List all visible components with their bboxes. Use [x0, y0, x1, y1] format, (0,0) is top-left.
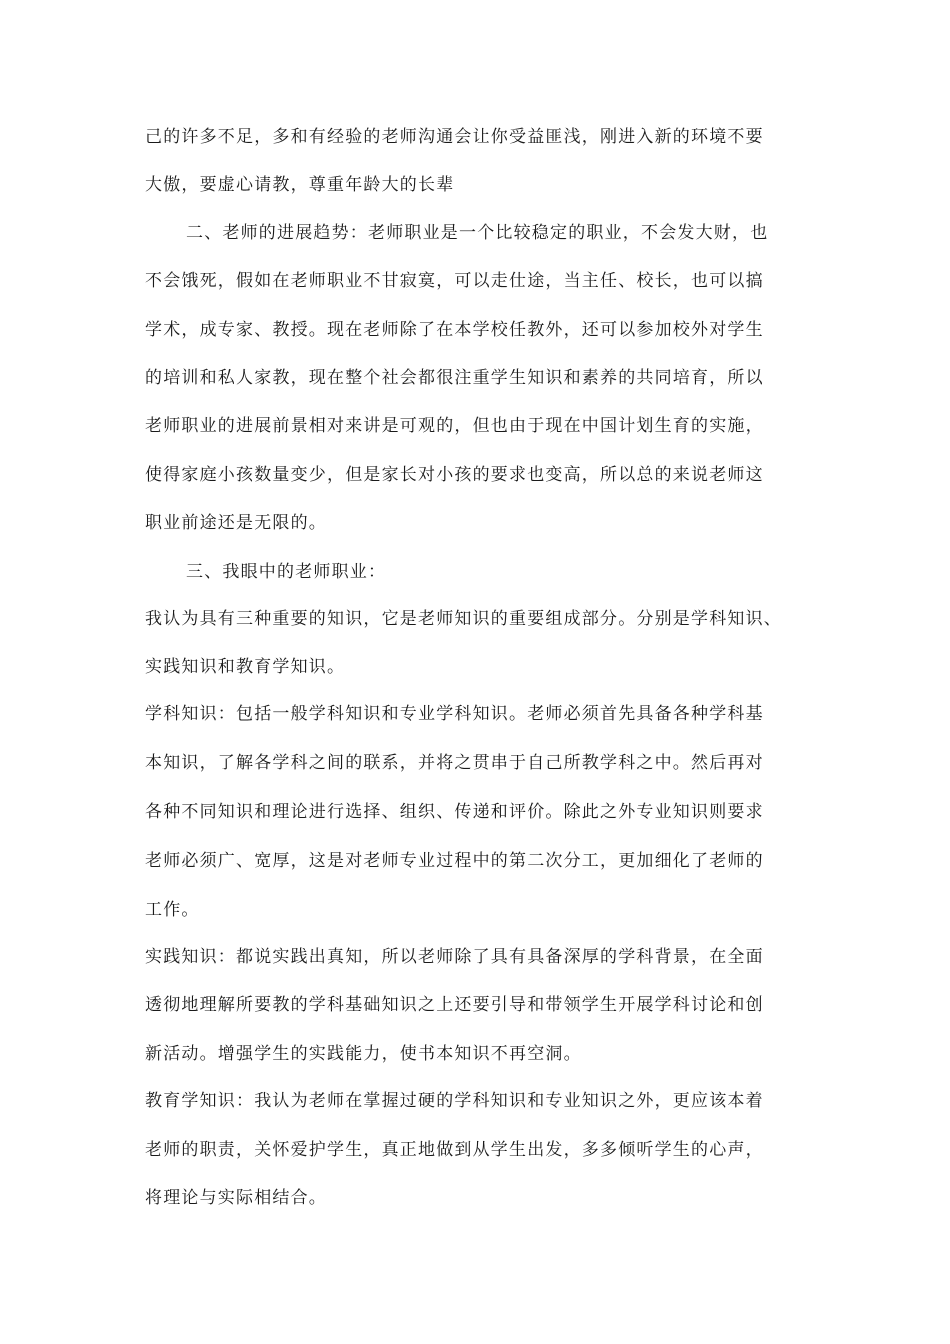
text-line: 老师职业的进展前景相对来讲是可观的，但也由于现在中国计划生育的实施，: [145, 416, 764, 436]
text-line: 我认为具有三种重要的知识，它是老师知识的重要组成部分。分别是学科知识、: [145, 609, 782, 629]
text-line: 己的许多不足，多和有经验的老师沟通会让你受益匪浅，刚进入新的环境不要: [145, 127, 764, 147]
text-line: 职业前途还是无限的。: [145, 513, 327, 533]
text-line: 的培训和私人家教，现在整个社会都很注重学生知识和素养的共同培育，所以: [145, 368, 764, 388]
text-line: 大傲，要虚心请教，尊重年龄大的长辈: [145, 175, 455, 195]
text-line: 工作。: [145, 900, 200, 920]
section-heading: 二、老师的进展趋势：老师职业是一个比较稳定的职业，不会发大财，也: [186, 223, 769, 243]
text-line: 使得家庭小孩数量变少，但是家长对小孩的要求也变高，所以总的来说老师这: [145, 465, 764, 485]
text-line: 实践知识：都说实践出真知，所以老师除了具有具备深厚的学科背景，在全面: [145, 947, 764, 967]
text-line: 新活动。增强学生的实践能力，使书本知识不再空洞。: [145, 1044, 582, 1064]
text-line: 学术，成专家、教授。现在老师除了在本学校任教外，还可以参加校外对学生: [145, 320, 764, 340]
text-line: 本知识，了解各学科之间的联系，并将之贯串于自己所教学科之中。然后再对: [145, 753, 764, 773]
section-heading: 三、我眼中的老师职业：: [186, 562, 387, 582]
text-line: 不会饿死，假如在老师职业不甘寂寞，可以走仕途，当主任、校长，也可以搞: [145, 271, 764, 291]
text-line: 各种不同知识和理论进行选择、组织、传递和评价。除此之外专业知识则要求: [145, 802, 764, 822]
text-line: 老师的职责，关怀爱护学生，真正地做到从学生出发，多多倾听学生的心声，: [145, 1140, 764, 1160]
text-line: 将理论与实际相结合。: [145, 1188, 327, 1208]
text-line: 透彻地理解所要教的学科基础知识之上还要引导和带领学生开展学科讨论和创: [145, 995, 764, 1015]
text-line: 老师必须广、宽厚，这是对老师专业过程中的第二次分工，更加细化了老师的: [145, 851, 764, 871]
text-line: 教育学知识：我认为老师在掌握过硬的学科知识和专业知识之外，更应该本着: [145, 1091, 764, 1111]
text-line: 学科知识：包括一般学科知识和专业学科知识。老师必须首先具备各种学科基: [145, 704, 764, 724]
text-line: 实践知识和教育学知识。: [145, 657, 346, 677]
